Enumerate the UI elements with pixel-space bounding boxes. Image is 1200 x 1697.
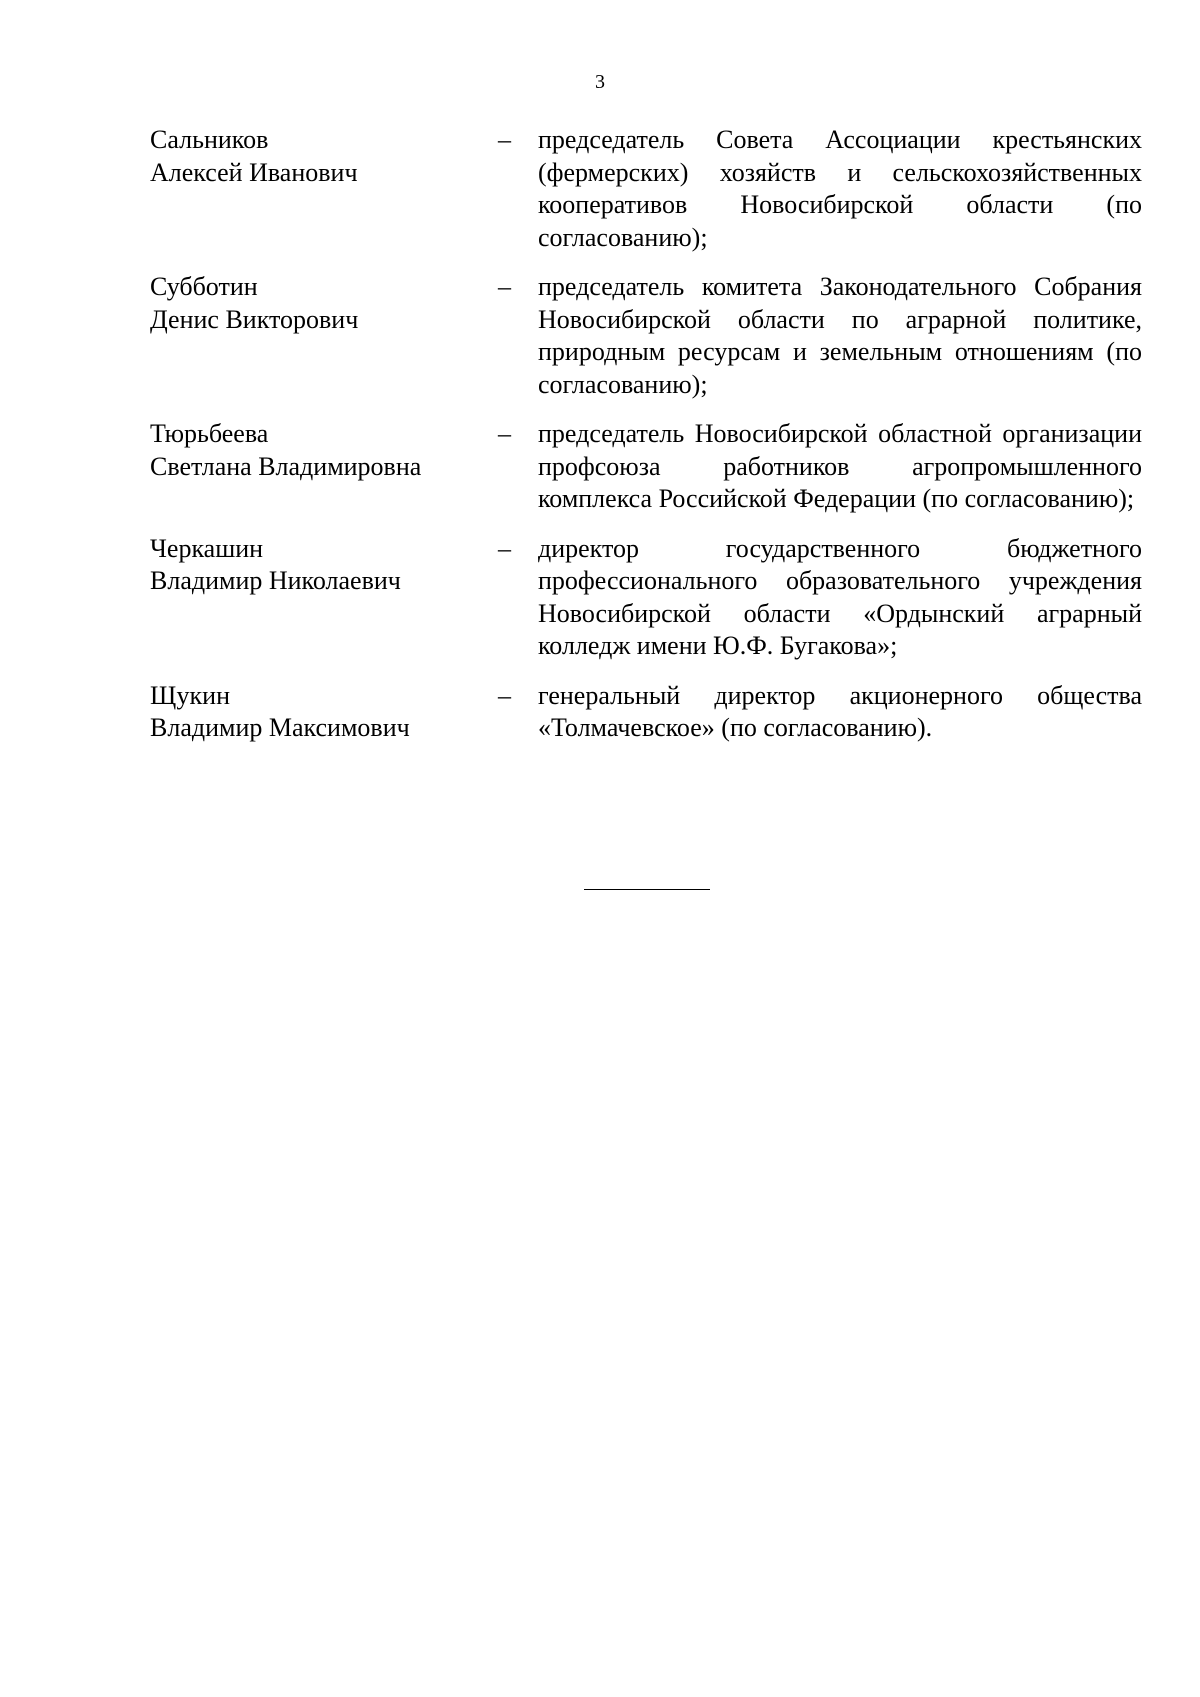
member-given-names: Алексей Иванович [150,157,358,187]
member-given-names: Денис Викторович [150,304,359,334]
member-name [150,271,490,336]
member-surname: Сальников [150,125,269,154]
member-name [150,124,490,189]
member-dash: – [498,419,511,448]
member-entry [0,124,1200,254]
member-surname: Щукин [150,680,231,710]
member-name [150,418,490,483]
member-entry [0,680,1200,745]
member-entry [0,418,1200,516]
member-name [150,680,490,745]
page-number: 3 [595,71,605,93]
member-dash: – [498,680,511,710]
member-given-names: Владимир Николаевич [150,566,401,595]
member-name [150,533,490,598]
member-role: генеральный директор акционерного общества «Толмачевское» (по согласованию). [538,680,1142,742]
member-surname: Субботин [150,272,258,301]
member-entry [0,271,1200,401]
member-dash: – [498,272,511,301]
member-role: председатель комитета Законодательного Собрания Новосибирской области по аграрной политике, природным ресурсам и земельным отношениям (по согласованию); [538,272,1142,399]
member-role: директор государственного бюджетного профессионального образовательного учреждения Новосибирской области «Ордынский аграрный колледж имени Ю.Ф. Бугакова»; [538,533,1142,660]
member-surname: Тюрьбеева [150,419,269,448]
member-dash: – [498,125,511,154]
member-given-names: Светлана Владимировна [150,451,422,481]
member-given-names: Владимир Максимович [150,713,410,742]
members-list [0,124,1200,762]
member-dash: – [498,533,511,563]
member-role: председатель Совета Ассоциации крестьянских (фермерских) хозяйств и сельскохозяйственных кооперативов Новосибирской области (по согласованию); [538,125,1142,252]
member-entry [0,533,1200,663]
member-role: председатель Новосибирской областной организации профсоюза работников агропромышленного комплекса Российской Федерации (по согласованию); [538,419,1142,513]
closing-rule [584,889,710,890]
member-surname: Черкашин [150,533,264,563]
